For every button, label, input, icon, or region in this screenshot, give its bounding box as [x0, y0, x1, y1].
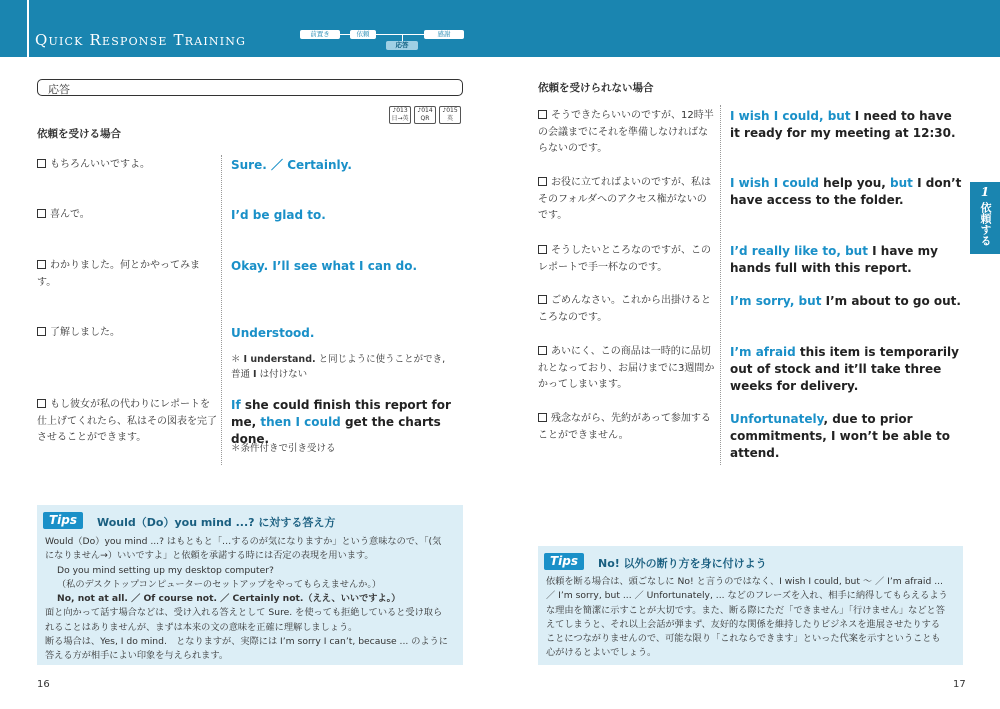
decline-heading: 依頼を受けられない場合: [538, 82, 654, 94]
chapter-tab: [970, 182, 1000, 254]
tips-line: 依頼を断る場合は、頭ごなしに No! と言うのではなく、I wish I could, but 〜 ／ I’m afraid ...: [546, 576, 943, 587]
section-title-box: [37, 79, 463, 96]
audio-track-icon: [414, 106, 436, 124]
phrase-en: I’d really like to, but I have my hands full with this report.: [730, 244, 938, 275]
tips-title: No! 以外の断り方を身に付けよう: [598, 557, 767, 570]
series-title: Quick Response Training: [35, 31, 247, 49]
phrase-en: I’m afraid this item is temporarily out of stock and it’ll take three weeks for delivery.: [730, 345, 959, 393]
step-request: 依頼: [350, 30, 376, 39]
tips-line: えてしまうと、それ以上会話が弾まず、友好的な関係を維持したりビジネスを進展させたりする: [546, 618, 941, 630]
tips-example: （私のデスクトップコンピューターのセットアップをやってもらえませんか。）: [57, 578, 382, 590]
phrase-en: If she could finish this report for me, then I could get the charts done.: [231, 398, 451, 446]
tips-box: [538, 546, 963, 665]
tips-line: ことにつながりませんので、可能な限り「これならできます」といった代案を示すということも: [546, 633, 941, 645]
tips-line: Would（Do）you mind ...? はもともと「…するのが気になりますか」という意味なので、「(気: [45, 536, 442, 547]
audio-track-mode: 日→英: [391, 115, 409, 122]
phrase-jp: お役に立てればよいのですが、私はそのフォルダへのアクセス権がないのです。: [538, 177, 711, 221]
phrase-en: I’d be glad to.: [231, 208, 326, 222]
checkbox-icon[interactable]: [538, 346, 547, 355]
usage-note: ＊ I understand. と同じように使うことができ, 普通 I は付けない: [231, 354, 446, 380]
phrase-en: I’m sorry, but I’m about to go out.: [730, 294, 961, 308]
audio-track-mode: 英: [446, 115, 453, 122]
checkbox-icon[interactable]: [37, 260, 46, 269]
tips-line: ／ I’m sorry, but ... ／ Unfortunately, ... などのフレーズを入れ、相手に納得してもらえるよう: [546, 590, 948, 602]
phrase-jp: わかりました。何とかやってみます。: [37, 260, 200, 288]
phrase-jp: あいにく、この商品は一時的に品切れとなっており、お届けまでに3週間かかってしまいます。: [538, 346, 715, 390]
step-thanks: 感謝: [424, 30, 464, 39]
column-divider: [720, 105, 721, 465]
page-number: 17: [953, 679, 966, 690]
tips-box: [37, 505, 463, 665]
phrase-jp: ごめんなさい。これから出掛けるところなのです。: [538, 295, 711, 323]
audio-track-number: ♪015: [442, 107, 458, 114]
phrase-en: I wish I could help you, but I don’t have access to the folder.: [730, 176, 962, 207]
phrase-en: Understood.: [231, 326, 315, 340]
step-response-active: 応答: [386, 41, 418, 50]
phrase-jp: 了解しました。: [37, 325, 217, 342]
column-divider: [221, 155, 222, 465]
tips-example: No, not at all. ／ Of course not. ／ Certainly not.（ええ、いいですよ。）: [57, 593, 401, 605]
tips-example: Do you mind setting up my desktop computer?: [57, 564, 274, 576]
tips-body: [45, 535, 459, 664]
checkbox-icon[interactable]: [37, 159, 46, 168]
tips-line: な理由を簡潔に示すことが大切です。また、断る際にただ「できません」「行けません」などと答: [546, 604, 945, 616]
tips-line: 断る場合は、Yes, I do mind. となりますが、実際には I’m sorry I can’t, because ... のように: [45, 636, 448, 648]
section-title: 応答: [48, 83, 70, 96]
tips-line: 心がけるとよいでしょう。: [546, 647, 657, 659]
tips-title: Would（Do）you mind ...? に対する答え方: [97, 516, 336, 529]
tips-badge: Tips: [544, 553, 584, 570]
audio-track-icon: [389, 106, 411, 124]
audio-track-mode: QR: [420, 115, 430, 122]
header-bar: [0, 0, 1000, 57]
checkbox-icon[interactable]: [538, 413, 547, 422]
audio-track-icon: [439, 106, 461, 124]
checkbox-icon[interactable]: [37, 327, 46, 336]
chapter-label: 依頼する: [979, 202, 992, 246]
phrase-jp: そうしたいところなのですが、このレポートで手一杯なのです。: [538, 245, 711, 273]
phrase-jp: もし彼女が私の代わりにレポートを仕上げてくれたら、私はその図表を完了させることができます。: [37, 399, 217, 443]
tips-body: [546, 575, 958, 661]
page-number: 16: [37, 679, 50, 690]
tips-line: 面と向かって話す場合などは、受け入れる答えとして Sure. を使っても拒絶していると受け取ら: [45, 607, 443, 619]
phrase-en: Okay. I’ll see what I can do.: [231, 259, 418, 273]
chapter-number: 1: [980, 185, 990, 199]
audio-track-number: ♪013: [392, 107, 408, 114]
checkbox-icon[interactable]: [538, 177, 547, 186]
step-connector: [340, 34, 350, 35]
accept-heading: 依頼を受ける場合: [37, 128, 121, 140]
header-divider: [27, 0, 29, 57]
tips-badge: Tips: [43, 512, 83, 529]
checkbox-icon[interactable]: [538, 245, 547, 254]
usage-note: ＊条件付きで引き受ける: [231, 443, 336, 454]
checkbox-icon[interactable]: [37, 209, 46, 218]
phrase-jp: そうできたらいいのですが、12時半の会議までにそれを準備しなければならないのです。: [538, 110, 714, 154]
tips-line: になりません→）いいですよ」と依頼を承諾する時には否定の表現を用います。: [45, 550, 374, 562]
phrase-en: Unfortunately, due to prior commitments, I won’t be able to attend.: [730, 412, 951, 460]
audio-track-number: ♪014: [417, 107, 433, 114]
step-connector: [376, 34, 424, 35]
checkbox-icon[interactable]: [37, 399, 46, 408]
tips-line: れることはありませんが、まずは本来の文の意味を正確に理解しましょう。: [45, 621, 358, 633]
checkbox-icon[interactable]: [538, 110, 547, 119]
phrase-jp: 喜んで。: [37, 207, 217, 224]
phrase-en: Sure. ／ Certainly.: [231, 158, 352, 172]
phrase-en: I wish I could, but I need to have it ready for my meeting at 12:30.: [730, 109, 956, 140]
phrase-jp: もちろんいいですよ。: [37, 157, 217, 174]
step-preface: 前置き: [300, 30, 340, 39]
step-flow: [300, 30, 465, 52]
checkbox-icon[interactable]: [538, 295, 547, 304]
tips-line: 答える方が相手によい印象を与えられます。: [45, 650, 229, 662]
phrase-jp: 残念ながら、先約があって参加することができません。: [538, 413, 711, 441]
